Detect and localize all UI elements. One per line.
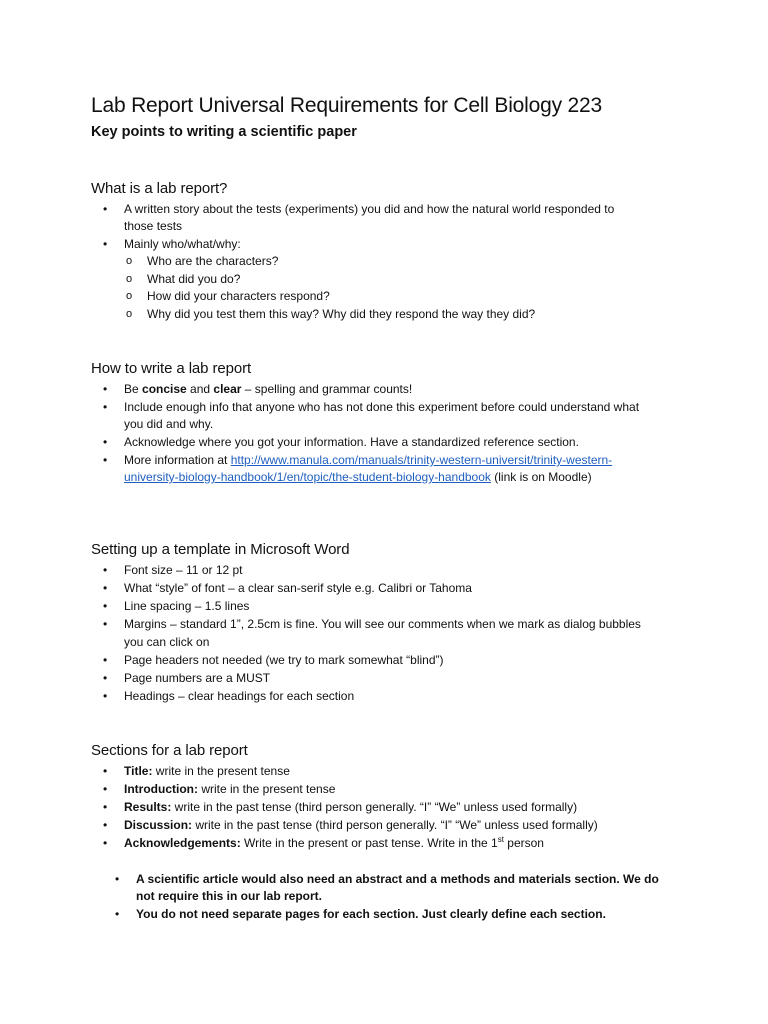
label-acknowledgements: Acknowledgements: bbox=[124, 836, 241, 850]
bullet-glyph: • bbox=[103, 400, 108, 414]
bullet-glyph: • bbox=[103, 202, 108, 216]
sub-bullet-glyph: o bbox=[126, 255, 133, 267]
label-discussion: Discussion: bbox=[124, 818, 193, 832]
list-item-text: Page numbers are a MUST bbox=[124, 671, 271, 685]
handbook-link[interactable]: http://www.manula.com/manuals/trinity-western-universit/trinity-western- bbox=[230, 453, 613, 467]
list-item-text: A written story about the tests (experiments) you did and how the natural world responded to bbox=[124, 202, 615, 216]
sub-bullet-glyph: o bbox=[126, 290, 133, 302]
bullet-glyph: • bbox=[103, 599, 108, 613]
sub-list-item-text: How did your characters respond? bbox=[147, 289, 330, 303]
emphasis-concise: concise bbox=[142, 382, 187, 396]
section-heading-sections: Sections for a lab report bbox=[91, 742, 248, 759]
bullet-glyph: • bbox=[103, 671, 108, 685]
ordinal-suffix: st bbox=[497, 835, 504, 844]
list-item-text: Introduction: write in the present tense bbox=[124, 782, 336, 796]
list-item-text: you can click on bbox=[124, 635, 210, 649]
bullet-glyph: • bbox=[103, 764, 108, 778]
bullet-glyph: • bbox=[103, 818, 108, 832]
bullet-glyph: • bbox=[103, 435, 108, 449]
list-item-text: Discussion: write in the past tense (third person generally. “I” “We” unless used formally) bbox=[124, 818, 598, 832]
bullet-glyph: • bbox=[103, 453, 108, 467]
list-item-text: More information at http://www.manula.com/manuals/trinity-western-universit/trinity-western- bbox=[124, 453, 613, 467]
handbook-link-continued[interactable]: university-biology-handbook/1/en/topic/the-student-biology-handbook bbox=[124, 470, 491, 484]
bullet-glyph: • bbox=[103, 237, 108, 251]
bullet-glyph: • bbox=[103, 800, 108, 814]
sub-list-item-text: Who are the characters? bbox=[147, 254, 279, 268]
sub-bullet-glyph: o bbox=[126, 308, 133, 320]
bullet-glyph: • bbox=[103, 382, 108, 396]
page-title: Lab Report Universal Requirements for Cell Biology 223 bbox=[91, 94, 602, 117]
label-title: Title: bbox=[124, 764, 153, 778]
list-item-text: university-biology-handbook/1/en/topic/the-student-biology-handbook (link is on Moodle) bbox=[124, 470, 592, 484]
note-text: A scientific article would also need an abstract and a methods and materials section. We do bbox=[136, 872, 659, 886]
list-item-text: Margins – standard 1”, 2.5cm is fine. You will see our comments when we mark as dialog bubbles bbox=[124, 617, 641, 631]
list-item-text: those tests bbox=[124, 219, 183, 233]
list-item-text: Headings – clear headings for each section bbox=[124, 689, 355, 703]
sub-list-item-text: Why did you test them this way? Why did they respond the way they did? bbox=[147, 307, 536, 321]
list-item-text: Acknowledge where you got your information. Have a standardized reference section. bbox=[124, 435, 579, 449]
emphasis-clear: clear bbox=[213, 382, 242, 396]
page-subtitle: Key points to writing a scientific paper bbox=[91, 124, 357, 140]
bullet-glyph: • bbox=[115, 872, 120, 886]
bullet-glyph: • bbox=[103, 653, 108, 667]
sub-bullet-glyph: o bbox=[126, 273, 133, 285]
bullet-glyph: • bbox=[103, 581, 108, 595]
note-text: not require this in our lab report. bbox=[136, 889, 323, 903]
label-introduction: Introduction: bbox=[124, 782, 198, 796]
list-item-text: What “style” of font – a clear san-serif style e.g. Calibri or Tahoma bbox=[124, 581, 472, 595]
bullet-glyph: • bbox=[103, 617, 108, 631]
bullet-glyph: • bbox=[103, 563, 108, 577]
section-heading-what: What is a lab report? bbox=[91, 180, 228, 197]
list-item-text: Acknowledgements: Write in the present or past tense. Write in the 1st person bbox=[124, 835, 544, 850]
sub-list-item-text: What did you do? bbox=[147, 272, 241, 286]
section-heading-template: Setting up a template in Microsoft Word bbox=[91, 541, 350, 558]
bullet-glyph: • bbox=[103, 782, 108, 796]
list-item-text: Be concise and clear – spelling and grammar counts! bbox=[124, 382, 413, 396]
list-item-text: Font size – 11 or 12 pt bbox=[124, 563, 243, 577]
list-item-text: Page headers not needed (we try to mark somewhat “blind”) bbox=[124, 653, 444, 667]
list-item-text: Results: write in the past tense (third person generally. “I” “We” unless used formally) bbox=[124, 800, 578, 814]
list-item-text: Include enough info that anyone who has not done this experiment before could understand what bbox=[124, 400, 640, 414]
label-results: Results: bbox=[124, 800, 172, 814]
section-heading-how: How to write a lab report bbox=[91, 360, 252, 377]
bullet-glyph: • bbox=[103, 689, 108, 703]
bullet-glyph: • bbox=[103, 836, 108, 850]
list-item-text: Mainly who/what/why: bbox=[124, 237, 241, 251]
bullet-glyph: • bbox=[115, 907, 120, 921]
list-item-text: Line spacing – 1.5 lines bbox=[124, 599, 250, 613]
list-item-text: Title: write in the present tense bbox=[124, 764, 290, 778]
list-item-text: you did and why. bbox=[124, 417, 214, 431]
note-text: You do not need separate pages for each section. Just clearly define each section. bbox=[136, 907, 606, 921]
